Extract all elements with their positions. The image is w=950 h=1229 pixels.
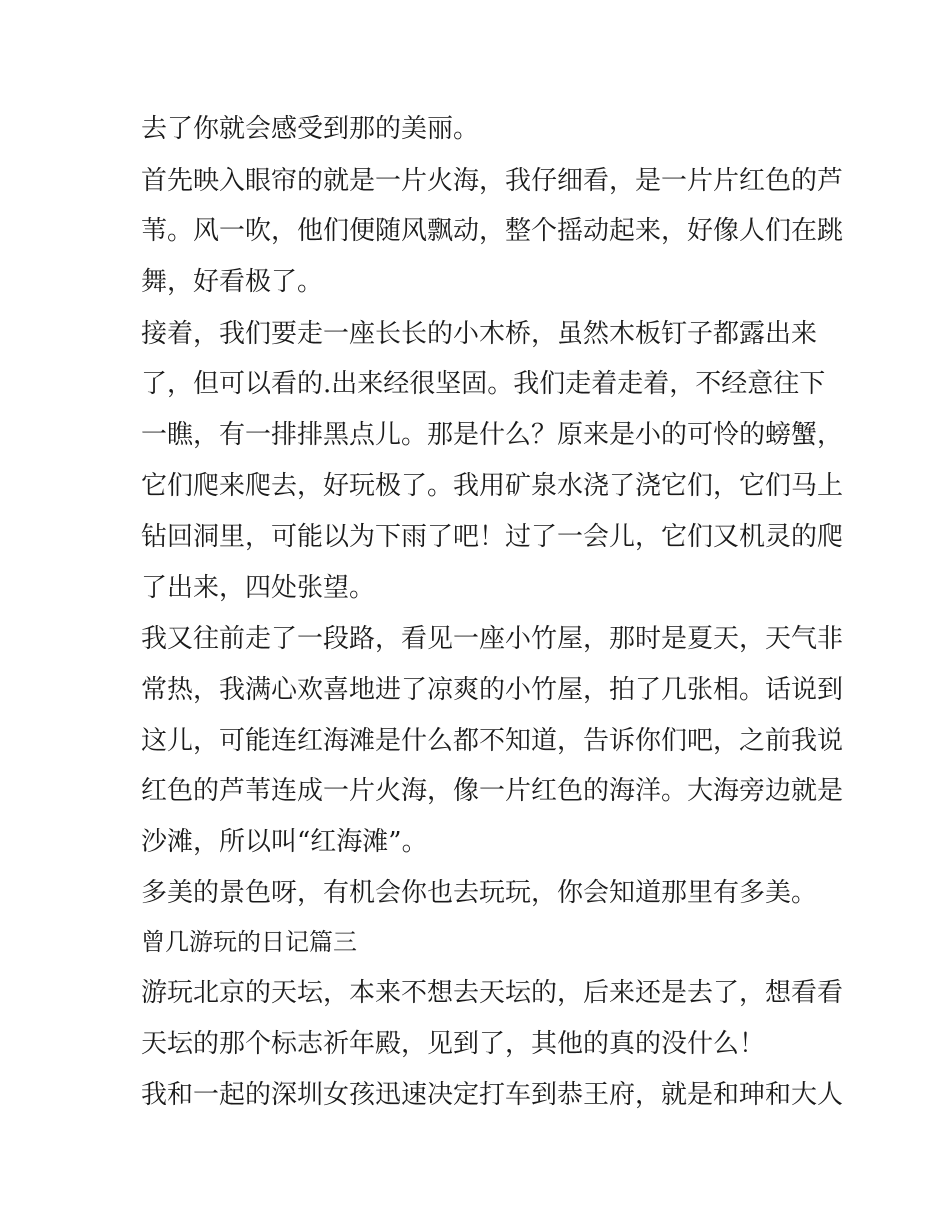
text-line: 红色的芦苇连成一片火海，像一片红色的海洋。大海旁边就是: [141, 776, 844, 806]
text-line: 去了你就会感受到那的美丽。: [141, 114, 480, 144]
text-line: 接着，我们要走一座长长的小木桥，虽然木板钉子都露出来: [141, 319, 818, 349]
section-heading: 曾几游玩的日记篇三: [141, 928, 357, 956]
text-line: 我和一起的深圳女孩迅速决定打车到恭王府，就是和珅和大人: [141, 1080, 844, 1110]
text-line: 我又往前走了一段路，看见一座小竹屋，那时是夏天，天气非: [141, 624, 844, 654]
text-line: 游玩北京的天坛，本来不想去天坛的，后来还是去了，想看看: [141, 978, 844, 1008]
text-line: 沙滩，所以叫“红海滩”。: [141, 827, 428, 857]
text-line: 一瞧，有一排排黑点儿。那是什么？原来是小的可怜的螃蟹，: [141, 420, 844, 450]
text-line: 了出来，四处张望。: [141, 573, 376, 603]
text-line: 常热，我满心欢喜地进了凉爽的小竹屋，拍了几张相。话说到: [141, 675, 844, 705]
text-line: 苇。风一吹，他们便随风飘动，整个摇动起来，好像人们在跳: [141, 216, 844, 246]
text-line: 首先映入眼帘的就是一片火海，我仔细看，是一片片红色的芦: [141, 166, 844, 196]
text-line: 它们爬来爬去，好玩极了。我用矿泉水浇了浇它们，它们马上: [141, 471, 844, 501]
text-line: 钻回洞里，可能以为下雨了吧！过了一会儿，它们又机灵的爬: [141, 522, 844, 552]
text-line: 多美的景色呀，有机会你也去玩玩，你会知道那里有多美。: [141, 878, 818, 908]
text-line: 舞，好看极了。: [141, 267, 324, 297]
text-line: 天坛的那个标志祈年殿，见到了，其他的真的没什么！: [141, 1029, 766, 1059]
text-line: 这儿，可能连红海滩是什么都不知道，告诉你们吧，之前我说: [141, 726, 844, 756]
text-line: 了，但可以看的.出来经很坚固。我们走着走着，不经意往下: [141, 369, 826, 399]
